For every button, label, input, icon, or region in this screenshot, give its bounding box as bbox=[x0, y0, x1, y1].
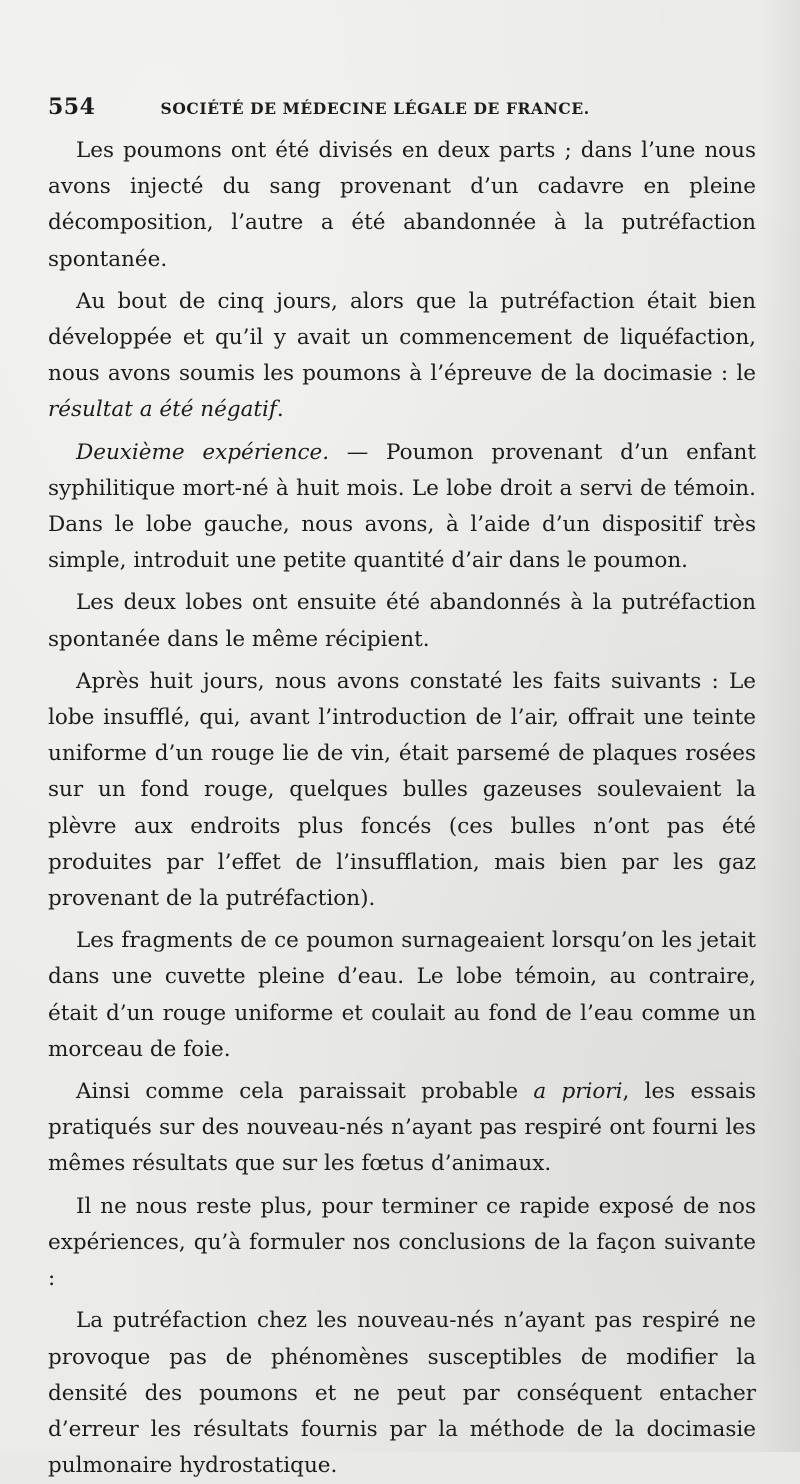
paragraph-6 bbox=[48, 923, 756, 1068]
paragraph-text: . bbox=[276, 397, 284, 423]
paragraph-2 bbox=[48, 284, 756, 429]
running-header bbox=[48, 94, 648, 124]
paragraph-text: Au bout de cinq jours, alors que la putréfaction était bien développée et qu’il y avait un commencement de liquéfaction, nous avons soumis les poumons à l’épreuve de la docimasie : le bbox=[48, 288, 756, 387]
paragraph-5 bbox=[48, 664, 756, 917]
paragraph-text: Ainsi comme cela paraissait probable bbox=[76, 1079, 534, 1105]
header-title: SOCIÉTÉ DE MÉDECINE LÉGALE DE FRANCE. bbox=[160, 99, 590, 118]
paragraph-text: Les poumons ont été divisés en deux parts ; dans l’une nous avons injecté du sang provenant d’un cadavre en pleine décomposition, l’autre a été abandonnée à la putréfaction spontanée. bbox=[48, 138, 756, 272]
paragraph-4 bbox=[48, 585, 756, 657]
paragraph-text: Après huit jours, nous avons constaté les faits suivants : Le lobe insufflé, qui, avant l’introduction de l’air, offrait une teinte uniforme d’un rouge lie de vin, était parsemé de plaques rosées sur un fond rouge, quelques bulles gazeuses soulevaient la plèvre aux endroits plus foncés (ces bulles n’ont pas été produites par l’effet de l’insufflation, mais bien par les gaz provenant de la putréfaction). bbox=[48, 668, 756, 912]
paragraph-9 bbox=[48, 1303, 756, 1484]
page-number: 554 bbox=[48, 94, 96, 120]
paragraph-text: Il ne nous reste plus, pour terminer ce rapide exposé de nos expériences, qu’à formuler nos conclusions de la façon suivante : bbox=[48, 1193, 756, 1292]
italic-phrase: a priori bbox=[533, 1079, 623, 1105]
paragraph-7 bbox=[48, 1074, 756, 1183]
paragraph-text: Les deux lobes ont ensuite été abandonnés à la putréfaction spontanée dans le même récipient. bbox=[48, 590, 756, 652]
paragraph-8 bbox=[48, 1189, 756, 1298]
paragraph-text: , les essais pratiqués sur des nouveau-nés n’ayant pas respiré ont fourni les mêmes résultats que sur les fœtus d’animaux. bbox=[48, 1079, 757, 1177]
paragraph-text: — Poumon provenant d’un enfant syphilitique mort-né à huit mois. Le lobe droit a servi de témoin. Dans le lobe gauche, nous avons, à l’aide d’un dispositif très simple, introduit une petite quantité d’air dans le poumon. bbox=[48, 439, 756, 574]
experiment-heading: Deuxième expérience. bbox=[76, 439, 330, 465]
paragraph-text: La putréfaction chez les nouveau-nés n’ayant pas respiré ne provoque pas de phénomènes susceptibles de modifier la densité des poumons et ne peut par conséquent entacher d’erreur les résultats fournis par la méthode de la docimasie pulmonaire hydrostatique. bbox=[48, 1308, 756, 1479]
italic-phrase: résultat a été négatif bbox=[48, 397, 277, 423]
paragraph-3 bbox=[48, 435, 756, 580]
paragraph-1 bbox=[48, 133, 756, 278]
body-text bbox=[48, 133, 756, 1484]
page-edge-shadow bbox=[760, 0, 800, 1452]
paragraph-text: Les fragments de ce poumon surnageaient lorsqu’on les jetait dans une cuvette pleine d’eau. Le lobe témoin, au contraire, était d’un rouge uniforme et coulait au fond de l’eau comme un morceau de foie. bbox=[48, 928, 756, 1062]
